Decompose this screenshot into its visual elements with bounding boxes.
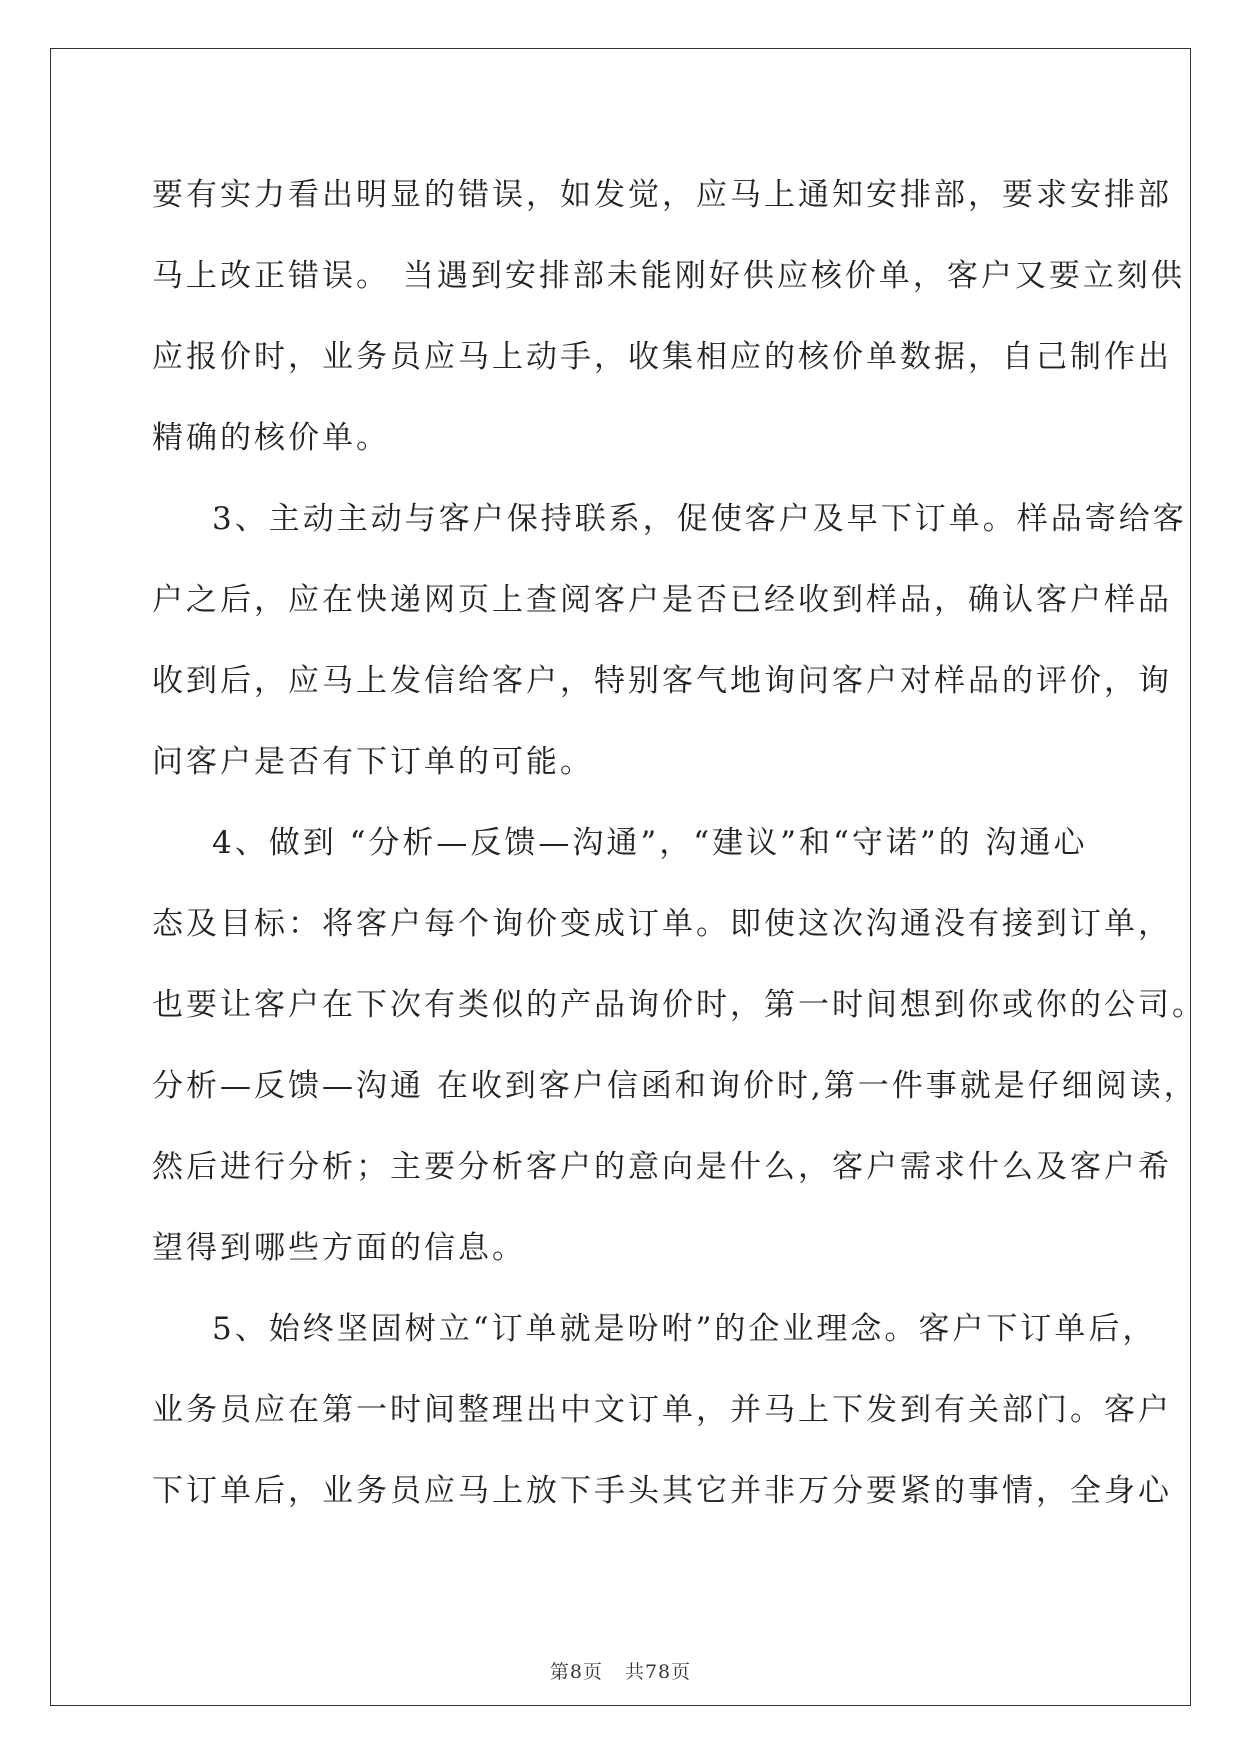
text-line: 收到后，应马上发信给客户，特别客气地询问客户对样品的评价，询 <box>152 663 1172 699</box>
text-line: 户之后，应在快递网页上查阅客户是否已经收到样品，确认客户样品 <box>152 582 1172 618</box>
paragraph-first-line: 3、主动主动与客户保持联系，促使客户及早下订单。样品寄给客 <box>212 501 1187 537</box>
text-line: 望得到哪些方面的信息。 <box>152 1230 526 1266</box>
text-line: 也要让客户在下次有类似的产品询价时，第一时间想到你或你的公司。 <box>152 987 1206 1023</box>
text-line: 马上改正错误。 当遇到安排部未能刚好供应核价单，客户又要立刻供 <box>152 258 1185 294</box>
paragraph-first-line: 4、做到 “分析—反馈—沟通”，“建议”和“守诺”的 沟通心 <box>212 825 1088 861</box>
total-page-count: 共78页 <box>624 1661 692 1683</box>
text-line: 要有实力看出明显的错误，如发觉，应马上通知安排部，要求安排部 <box>152 177 1172 213</box>
text-line: 态及目标：将客户每个询价变成订单。即使这次沟通没有接到订单， <box>152 906 1172 942</box>
document-body <box>152 160 1206 1537</box>
text-line: 下订单后，业务员应马上放下手头其它并非万分要紧的事情，全身心 <box>152 1473 1172 1509</box>
text-line: 业务员应在第一时间整理出中文订单，并马上下发到有关部门。客户 <box>152 1392 1172 1428</box>
page-footer <box>0 1657 1241 1684</box>
paragraph-first-line: 5、始终坚固树立“订单就是吩咐”的企业理念。客户下订单后， <box>212 1311 1157 1347</box>
text-line: 应报价时，业务员应马上动手，收集相应的核价单数据，自己制作出 <box>152 339 1172 375</box>
text-line: 分析—反馈—沟通 在收到客户信函和询价时,第一件事就是仔细阅读， <box>152 1068 1198 1104</box>
text-line: 精确的核价单。 <box>152 420 390 456</box>
text-line: 然后进行分析；主要分析客户的意向是什么，客户需求什么及客户希 <box>152 1149 1172 1185</box>
current-page-number: 第8页 <box>549 1661 603 1683</box>
text-line: 问客户是否有下订单的可能。 <box>152 744 594 780</box>
